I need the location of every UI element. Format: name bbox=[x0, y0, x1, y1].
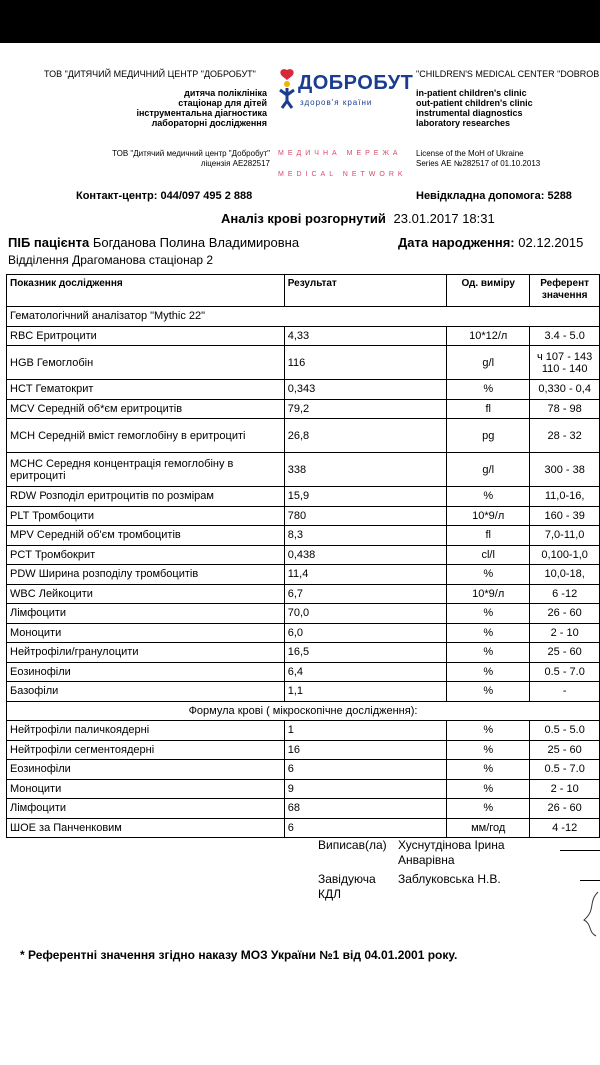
footnote: * Референтні значення згідно наказу МОЗ України №1 від 04.01.2001 року. bbox=[20, 948, 458, 962]
test-name: ШОЕ за Панченковим bbox=[7, 818, 285, 838]
test-name: Еозинофіли bbox=[7, 760, 285, 780]
test-result: 6,4 bbox=[284, 662, 446, 682]
left-line: стаціонар для дітей bbox=[178, 98, 267, 108]
test-reference: 78 - 98 bbox=[530, 399, 600, 419]
table-row bbox=[7, 604, 600, 624]
test-reference: 25 - 60 bbox=[530, 643, 600, 663]
test-unit: 10*9/л bbox=[447, 506, 530, 526]
table-row bbox=[7, 453, 600, 487]
logo-tagline: здоров'я країни bbox=[300, 98, 373, 107]
test-reference: 0.5 - 7.0 bbox=[530, 760, 600, 780]
issued-name: Хуснутдінова Ірина Анварівна bbox=[398, 838, 505, 867]
test-name: Базофіли bbox=[7, 682, 285, 702]
test-result: 8,3 bbox=[284, 526, 446, 546]
logo-name: ДОБРОБУТ bbox=[298, 72, 414, 94]
table-row bbox=[7, 506, 600, 526]
license-right bbox=[416, 149, 540, 169]
test-unit: fl bbox=[447, 526, 530, 546]
test-reference: 0.5 - 5.0 bbox=[530, 721, 600, 741]
table-row bbox=[7, 623, 600, 643]
test-unit: % bbox=[447, 682, 530, 702]
test-reference: ч 107 - 143 110 - 140 bbox=[530, 346, 600, 380]
table-row bbox=[7, 682, 600, 702]
test-unit: fl bbox=[447, 399, 530, 419]
test-result: 0,343 bbox=[284, 380, 446, 400]
test-reference: 7,0-11,0 bbox=[530, 526, 600, 546]
test-reference: 25 - 60 bbox=[530, 740, 600, 760]
issued-label: Виписав(ла) bbox=[318, 838, 387, 852]
test-name: Нейтрофіли паличкоядерні bbox=[7, 721, 285, 741]
table-row bbox=[7, 799, 600, 819]
license-right-line: License of the MoH of Ukraine bbox=[416, 149, 524, 158]
test-unit: % bbox=[447, 623, 530, 643]
test-unit: % bbox=[447, 721, 530, 741]
test-name: HGB Гемоглобін bbox=[7, 346, 285, 380]
birth-label: Дата народження: bbox=[398, 235, 515, 250]
birth-line bbox=[398, 235, 583, 250]
results-table bbox=[6, 274, 600, 838]
test-unit: % bbox=[447, 760, 530, 780]
license-left-line: ліцензія АЕ282517 bbox=[200, 159, 270, 168]
test-reference: 160 - 39 bbox=[530, 506, 600, 526]
section-title: Гематологічний аналізатор "Mythic 22" bbox=[7, 307, 600, 327]
test-unit: % bbox=[447, 799, 530, 819]
emergency-phone: Невідкладна допомога: 5288 bbox=[416, 190, 572, 202]
department: Відділення Драгоманова стаціонар 2 bbox=[8, 253, 214, 267]
test-reference: 6 -12 bbox=[530, 584, 600, 604]
test-result: 0,438 bbox=[284, 545, 446, 565]
test-result: 6 bbox=[284, 818, 446, 838]
table-row bbox=[7, 740, 600, 760]
test-result: 338 bbox=[284, 453, 446, 487]
test-reference: - bbox=[530, 682, 600, 702]
test-result: 780 bbox=[284, 506, 446, 526]
right-line: out-patient children's clinic bbox=[416, 98, 533, 108]
right-line: in-patient children's clinic bbox=[416, 88, 527, 98]
test-unit: g/l bbox=[447, 346, 530, 380]
test-unit: cl/l bbox=[447, 545, 530, 565]
test-name: PLT Тромбоцити bbox=[7, 506, 285, 526]
table-header bbox=[7, 275, 600, 307]
table-row bbox=[7, 565, 600, 585]
test-name: PCT Тромбокрит bbox=[7, 545, 285, 565]
network-en: MEDICAL NETWORK bbox=[278, 171, 407, 178]
test-unit: % bbox=[447, 779, 530, 799]
test-result: 79,2 bbox=[284, 399, 446, 419]
test-name: Лімфоцити bbox=[7, 604, 285, 624]
test-result: 16 bbox=[284, 740, 446, 760]
table-row bbox=[7, 760, 600, 780]
test-result: 6,7 bbox=[284, 584, 446, 604]
table-row bbox=[7, 346, 600, 380]
section-row bbox=[7, 701, 600, 721]
head-name: Заблуковська Н.В. bbox=[398, 872, 501, 886]
header-cell: Результат bbox=[284, 275, 446, 307]
table-row bbox=[7, 399, 600, 419]
test-unit: % bbox=[447, 380, 530, 400]
table-row bbox=[7, 487, 600, 507]
test-name: Лімфоцити bbox=[7, 799, 285, 819]
test-reference: 26 - 60 bbox=[530, 799, 600, 819]
test-name: MCH Середній вміст гемоглобіну в еритроциті bbox=[7, 419, 285, 453]
contact-center: Контакт-центр: 044/097 495 2 888 bbox=[76, 190, 253, 202]
test-reference: 0.5 - 7.0 bbox=[530, 662, 600, 682]
test-unit: pg bbox=[447, 419, 530, 453]
top-black-bar bbox=[0, 0, 600, 43]
test-result: 1,1 bbox=[284, 682, 446, 702]
test-reference: 0,330 - 0,4 bbox=[530, 380, 600, 400]
license-right-line: Series АЕ №282517 of 01.10.2013 bbox=[416, 159, 541, 168]
header-cell: Од. виміру bbox=[447, 275, 530, 307]
license-left-line: ТОВ "Дитячий медичний центр "Добробут" bbox=[112, 149, 270, 158]
test-result: 70,0 bbox=[284, 604, 446, 624]
header-cell: Показник дослідження bbox=[7, 275, 285, 307]
test-result: 68 bbox=[284, 799, 446, 819]
test-name: Моноцити bbox=[7, 623, 285, 643]
report-title-line bbox=[221, 211, 495, 226]
left-line: лабораторні дослідження bbox=[151, 118, 267, 128]
left-line: дитяча поліклініка bbox=[184, 88, 267, 98]
table-row bbox=[7, 662, 600, 682]
right-line: laboratory researches bbox=[416, 118, 511, 128]
test-result: 1 bbox=[284, 721, 446, 741]
test-unit: % bbox=[447, 487, 530, 507]
test-name: MCV Середній об*єм еритроцитів bbox=[7, 399, 285, 419]
patient-label: ПІБ пацієнта bbox=[8, 235, 90, 250]
left-line: інструментальна діагностика bbox=[136, 108, 267, 118]
test-result: 26,8 bbox=[284, 419, 446, 453]
patient-line bbox=[8, 235, 299, 250]
test-unit: 10*9/л bbox=[447, 584, 530, 604]
logo-icon bbox=[276, 68, 298, 115]
birth-date: 02.12.2015 bbox=[518, 235, 584, 250]
test-result: 6,0 bbox=[284, 623, 446, 643]
test-name: PDW Ширина розподілу тромбоцитів bbox=[7, 565, 285, 585]
report-title: Аналіз крові розгорнутий bbox=[221, 211, 386, 226]
test-unit: % bbox=[447, 604, 530, 624]
signature-line bbox=[580, 880, 600, 881]
test-name: HCT Гематокрит bbox=[7, 380, 285, 400]
test-reference: 2 - 10 bbox=[530, 623, 600, 643]
table-row bbox=[7, 584, 600, 604]
test-unit: g/l bbox=[447, 453, 530, 487]
license-left bbox=[60, 149, 270, 169]
left-services bbox=[120, 88, 267, 128]
test-unit: % bbox=[447, 643, 530, 663]
test-reference: 3.4 - 5.0 bbox=[530, 326, 600, 346]
test-reference: 300 - 38 bbox=[530, 453, 600, 487]
test-name: Еозинофіли bbox=[7, 662, 285, 682]
test-unit: мм/год bbox=[447, 818, 530, 838]
test-reference: 0,100-1,0 bbox=[530, 545, 600, 565]
test-result: 9 bbox=[284, 779, 446, 799]
test-unit: 10*12/л bbox=[447, 326, 530, 346]
test-reference: 28 - 32 bbox=[530, 419, 600, 453]
table-row bbox=[7, 526, 600, 546]
test-unit: % bbox=[447, 662, 530, 682]
table-row bbox=[7, 545, 600, 565]
header-cell: Референт значення bbox=[530, 275, 600, 307]
test-reference: 11,0-16, bbox=[530, 487, 600, 507]
test-name: WBC Лейкоцити bbox=[7, 584, 285, 604]
table-row bbox=[7, 419, 600, 453]
right-company: "CHILDREN'S MEDICAL CENTER "DOBROB bbox=[416, 69, 600, 79]
table-row bbox=[7, 643, 600, 663]
test-name: Нейтрофіли/гранулоцити bbox=[7, 643, 285, 663]
test-unit: % bbox=[447, 740, 530, 760]
table-row bbox=[7, 326, 600, 346]
patient-name: Богданова Полина Владимировна bbox=[92, 235, 300, 250]
head-label: Завідуюча КДЛ bbox=[318, 872, 376, 901]
right-line: instrumental diagnostics bbox=[416, 108, 523, 118]
right-services bbox=[416, 88, 533, 128]
table-row bbox=[7, 818, 600, 838]
section-title: Формула крові ( мікроскопічне дослідження): bbox=[7, 701, 600, 721]
test-name: RDW Розподіл еритроцитів по розмірам bbox=[7, 487, 285, 507]
test-result: 116 bbox=[284, 346, 446, 380]
test-name: MPV Середній об'єм тромбоцитів bbox=[7, 526, 285, 546]
table-row bbox=[7, 721, 600, 741]
test-name: Нейтрофіли сегментоядерні bbox=[7, 740, 285, 760]
test-unit: % bbox=[447, 565, 530, 585]
test-reference: 2 - 10 bbox=[530, 779, 600, 799]
test-reference: 26 - 60 bbox=[530, 604, 600, 624]
network-ua: МЕДИЧНА МЕРЕЖА bbox=[278, 150, 402, 157]
test-result: 4,33 bbox=[284, 326, 446, 346]
report-datetime: 23.01.2017 18:31 bbox=[393, 211, 495, 226]
test-result: 16,5 bbox=[284, 643, 446, 663]
test-name: RBC Еритроцити bbox=[7, 326, 285, 346]
test-reference: 4 -12 bbox=[530, 818, 600, 838]
test-reference: 10,0-18, bbox=[530, 565, 600, 585]
section-row bbox=[7, 307, 600, 327]
table-row bbox=[7, 779, 600, 799]
test-result: 15,9 bbox=[284, 487, 446, 507]
signature-line bbox=[560, 850, 600, 851]
handwritten-signature bbox=[578, 890, 600, 940]
test-name: Моноцити bbox=[7, 779, 285, 799]
table-row bbox=[7, 380, 600, 400]
left-company: ТОВ "ДИТЯЧИЙ МЕДИЧНИЙ ЦЕНТР "ДОБРОБУТ" bbox=[44, 69, 256, 79]
test-result: 6 bbox=[284, 760, 446, 780]
test-name: MCHC Середня концентрація гемоглобіну в еритроциті bbox=[7, 453, 285, 487]
test-result: 11,4 bbox=[284, 565, 446, 585]
